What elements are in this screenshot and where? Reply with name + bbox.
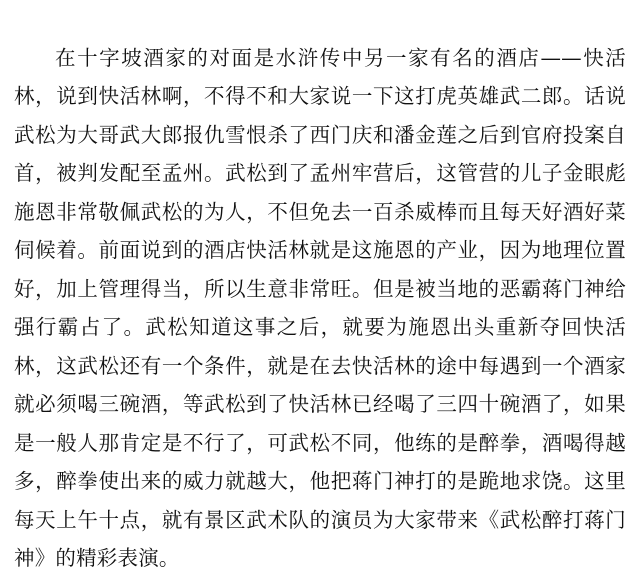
body-paragraph: 在十字坡酒家的对面是水浒传中另一家有名的酒店——快活林，说到快活林啊，不得不和大家说一下这打虎英雄武二郎。话说武松为大哥武大郎报仇雪恨杀了西门庆和潘金莲之后到官府投案自首，被判发配至孟州。武松到了孟州牢营后，这管营的儿子金眼彪施恩非常敬佩武松的为人，不但免去一百杀威棒而且每天好酒好菜伺候着。前面说到的酒店快活林就是这施恩的产业，因为地理位置好，加上管理得当，所以生意非常旺。但是被当地的恶霸蒋门神给强行霸占了。武松知道这事之后，就要为施恩出头重新夺回快活林，这武松还有一个条件，就是在去快活林的途中每遇到一个酒家就必须喝三碗酒，等武松到了快活林已经喝了三四十碗酒了，如果是一般人那肯定是不行了，可武松不同，他练的是醉拳，酒喝得越多，醉拳使出来的威力就越大，他把蒋门神打的是跪地求饶。这里每天上午十点，就有景区武术队的演员为大家带来《武松醉打蒋门神》的精彩表演。 bbox=[14, 45, 626, 570]
